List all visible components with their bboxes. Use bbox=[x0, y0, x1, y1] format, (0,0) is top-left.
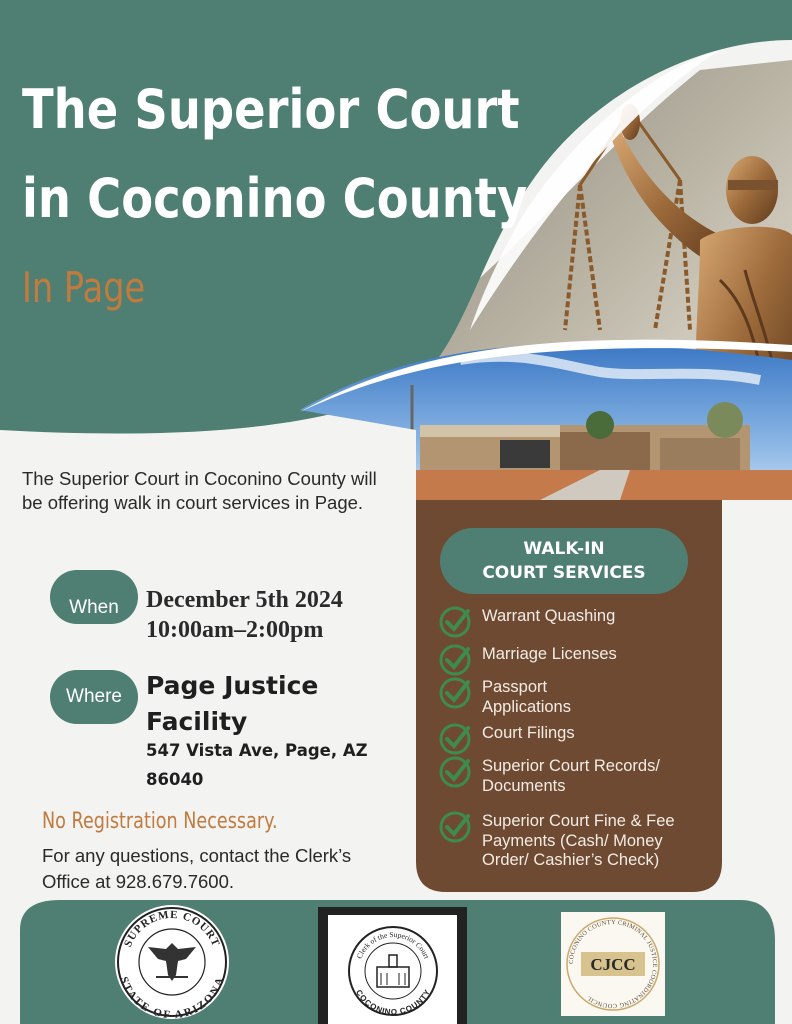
when-label: When bbox=[69, 597, 119, 618]
event-time: 10:00am–2:00pm bbox=[146, 617, 324, 643]
check-circle-icon bbox=[438, 810, 472, 844]
where-pill bbox=[50, 670, 138, 724]
services-title-line2: COURT SERVICES bbox=[482, 563, 646, 583]
cjcc-logo bbox=[563, 914, 663, 1014]
services-title bbox=[440, 528, 688, 594]
contact-text: For any questions, contact the Clerk’s Office at 928.679.7600. bbox=[42, 845, 352, 892]
check-circle-icon bbox=[438, 755, 472, 789]
service-item-label: Superior Court Records/ Documents bbox=[482, 757, 660, 795]
seal-top-text: SUPREME COURT bbox=[121, 908, 223, 949]
check-circle-icon bbox=[438, 676, 472, 710]
where-label: Where bbox=[66, 686, 122, 707]
no-registration-notice: No Registration Necessary. bbox=[42, 809, 278, 834]
service-item-label: Warrant Quashing bbox=[482, 607, 616, 625]
page-title-line2: in Coconino County bbox=[22, 167, 528, 230]
intro-text: The Superior Court in Coconino County will be offering walk in court services in Page. bbox=[22, 468, 377, 513]
page-title-line1: The Superior Court bbox=[22, 78, 520, 141]
service-item-label: Marriage Licenses bbox=[482, 645, 617, 663]
when-pill bbox=[50, 570, 138, 624]
supreme-court-arizona-seal bbox=[112, 903, 232, 1021]
page-subtitle: In Page bbox=[22, 263, 146, 312]
clerk-seal-top-text: Clerk of the Superior Court bbox=[354, 929, 432, 961]
event-datetime bbox=[146, 585, 343, 645]
check-circle-icon bbox=[438, 605, 472, 639]
check-circle-icon bbox=[438, 722, 472, 756]
cjcc-ring-text: COCONINO COUNTY CRIMINAL JUSTICE COORDINATING COUNCIL bbox=[567, 918, 659, 1010]
clerk-of-superior-court-seal bbox=[347, 925, 439, 1017]
service-item-label: Passport Applications bbox=[482, 678, 571, 716]
service-item-label: Court Filings bbox=[482, 724, 575, 742]
venue-name: Page Justice Facility bbox=[146, 671, 319, 736]
venue-address: 547 Vista Ave, Page, AZ 86040 bbox=[146, 741, 368, 789]
cjcc-abbreviation: CJCC bbox=[590, 955, 636, 974]
event-date: December 5th 2024 bbox=[146, 587, 343, 613]
seal-bottom-text: STATE OF ARIZONA bbox=[117, 975, 227, 1021]
check-circle-icon bbox=[438, 643, 472, 677]
clerk-seal-bottom-text: COCONINO COUNTY bbox=[354, 988, 432, 1017]
service-item-label: Superior Court Fine & Fee Payments (Cash/ Money Order/ Cashier’s Check) bbox=[482, 812, 675, 869]
services-title-line1: WALK-IN bbox=[523, 539, 605, 559]
